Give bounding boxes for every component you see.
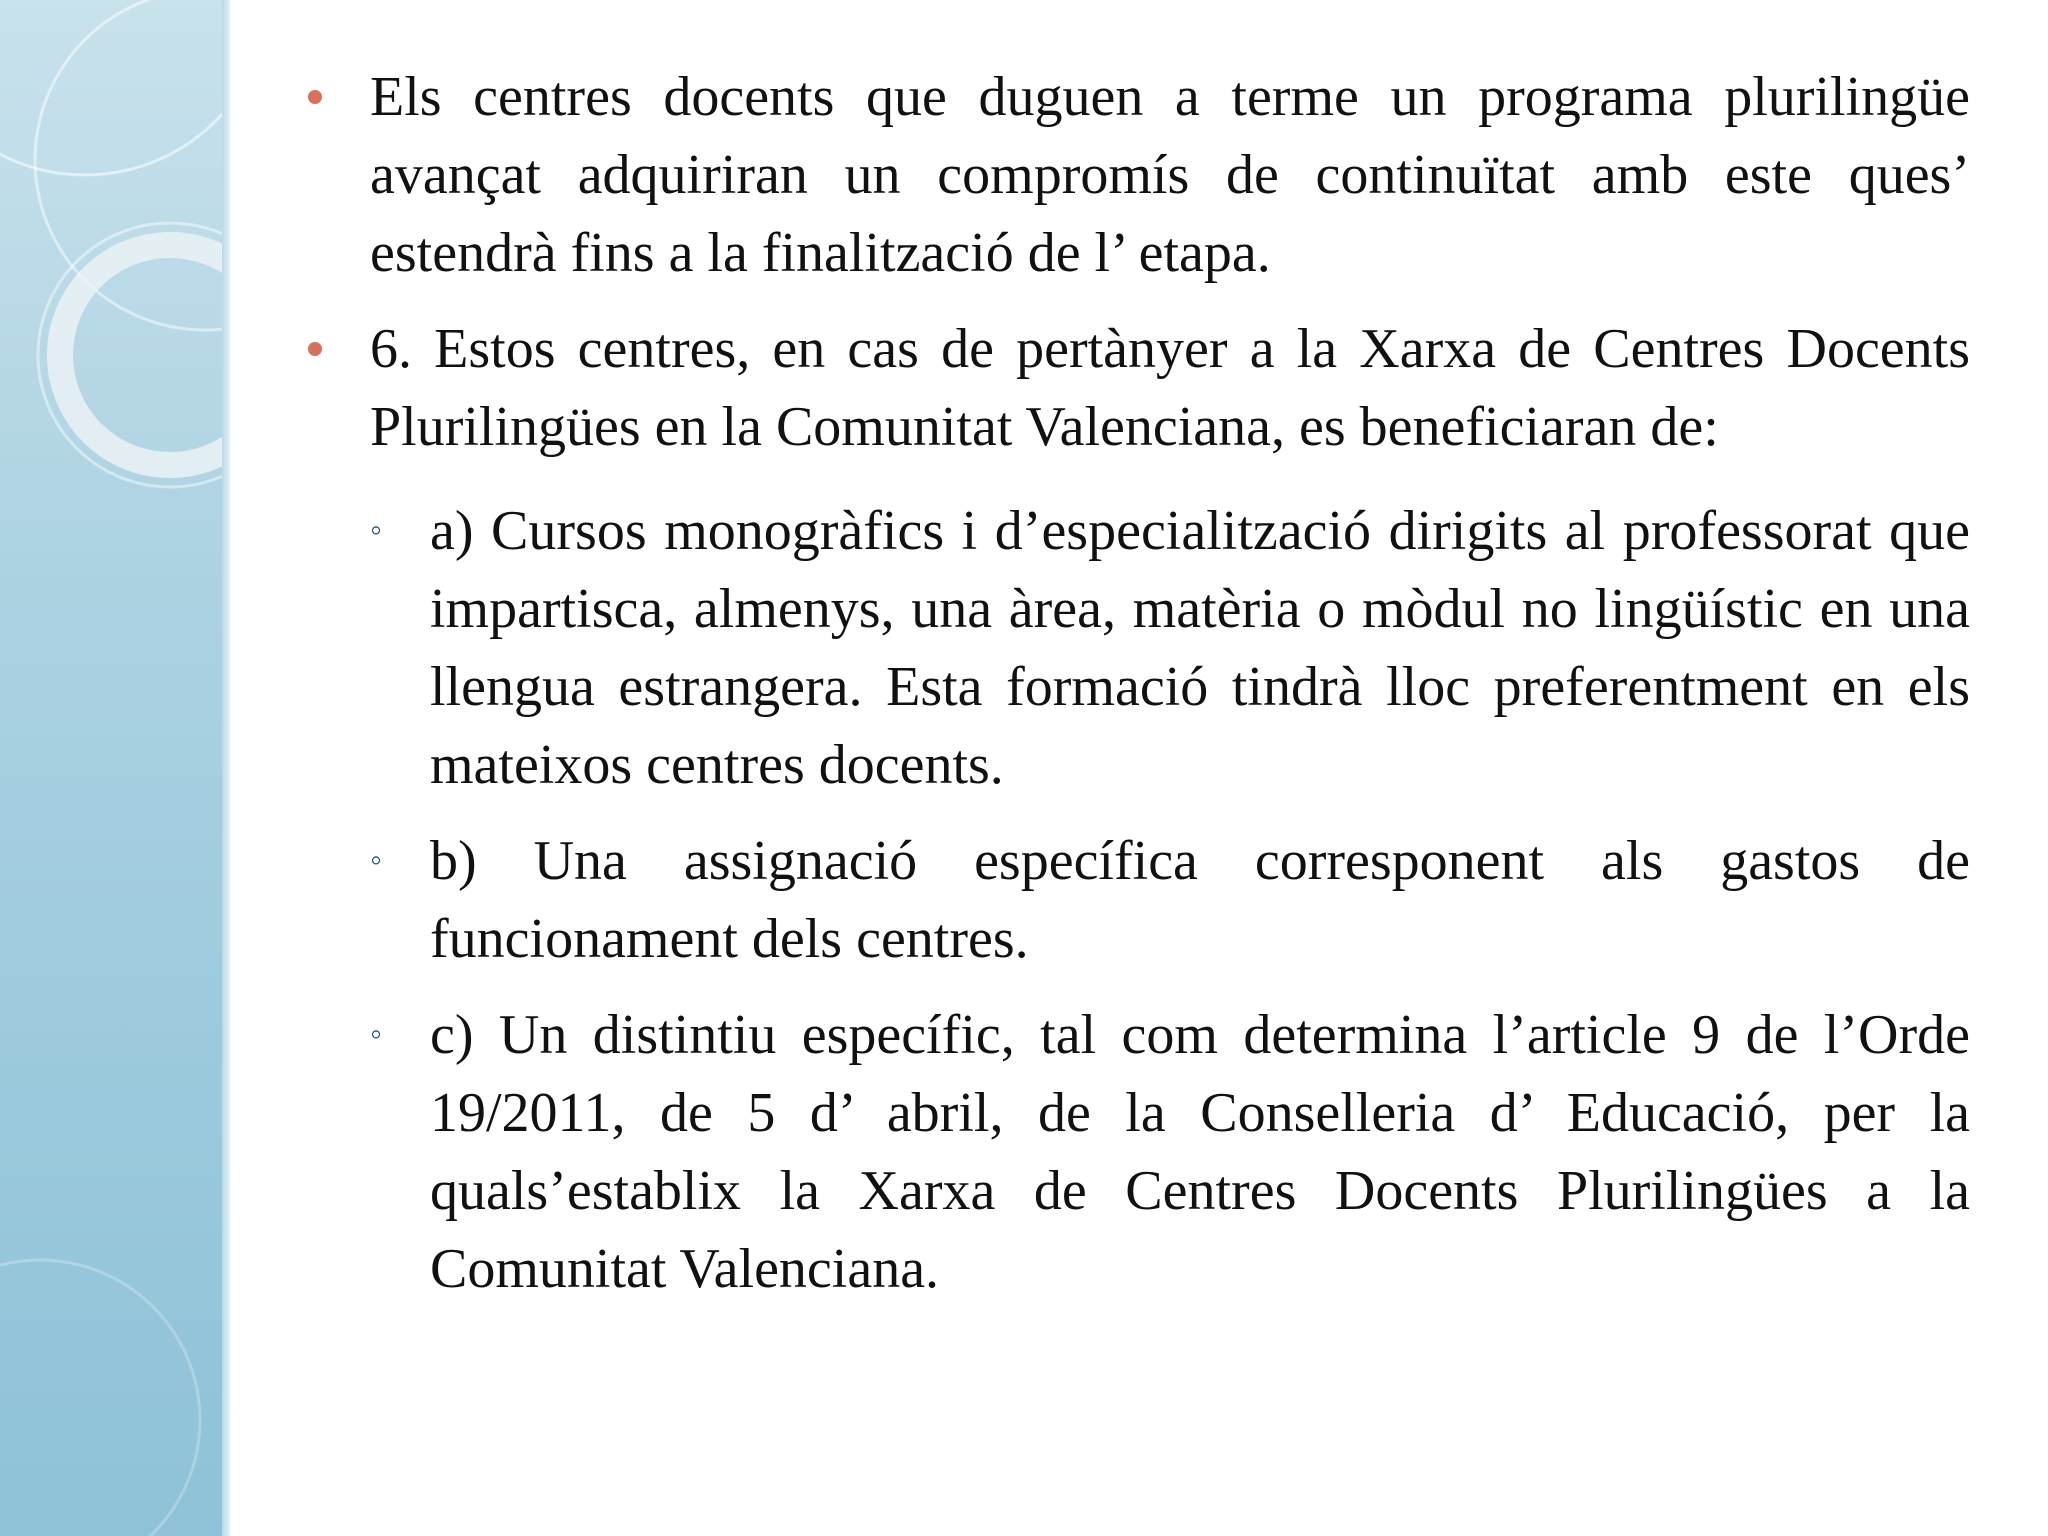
sub-bullet-item	[370, 822, 1970, 978]
slide-content	[290, 58, 1970, 1326]
bullet-item	[290, 310, 1970, 466]
decorative-rings-graphic	[0, 0, 230, 1536]
sub-bullet-item	[370, 996, 1970, 1308]
sub-bullet-ring-icon: ◦	[370, 512, 383, 549]
sub-bullet-text: b) Una assignació específica corresponent als gastos de funcionament dels centres.	[430, 830, 1970, 970]
bullet-dot-icon	[308, 342, 322, 356]
sub-bullet-ring-icon: ◦	[370, 842, 383, 879]
bullet-dot-icon	[308, 90, 322, 104]
bullet-text: 6. Estos centres, en cas de pertànyer a la Xarxa de Centres Docents Plurilingües en la Comunitat Valenciana, es beneficiaran de:	[370, 318, 1970, 458]
decorative-sidebar	[0, 0, 230, 1536]
sub-bullet-list	[290, 492, 1970, 1308]
sub-bullet-item	[370, 492, 1970, 804]
sub-bullet-text: a) Cursos monogràfics i d’especialització dirigits al professorat que impartisca, almenys, una àrea, matèria o mòdul no lingüístic en una llengua estrangera. Esta formació tindrà lloc preferentment en els mateixos centres docents.	[430, 500, 1970, 796]
bullet-text: Els centres docents que duguen a terme un programa plurilingüe avançat adquiriran un compromís de continuïtat amb este ques’ estendrà fins a la finalització de l’ etapa.	[370, 66, 1970, 284]
bullet-item	[290, 58, 1970, 292]
sub-bullet-ring-icon: ◦	[370, 1016, 383, 1053]
sidebar-edge	[222, 0, 230, 1536]
sub-bullet-text: c) Un distintiu específic, tal com determina l’article 9 de l’Orde 19/2011, de 5 d’ abril, de la Conselleria d’ Educació, per la quals’establix la Xarxa de Centres Docents Plurilingües a la Comunitat Valenciana.	[430, 1004, 1970, 1300]
